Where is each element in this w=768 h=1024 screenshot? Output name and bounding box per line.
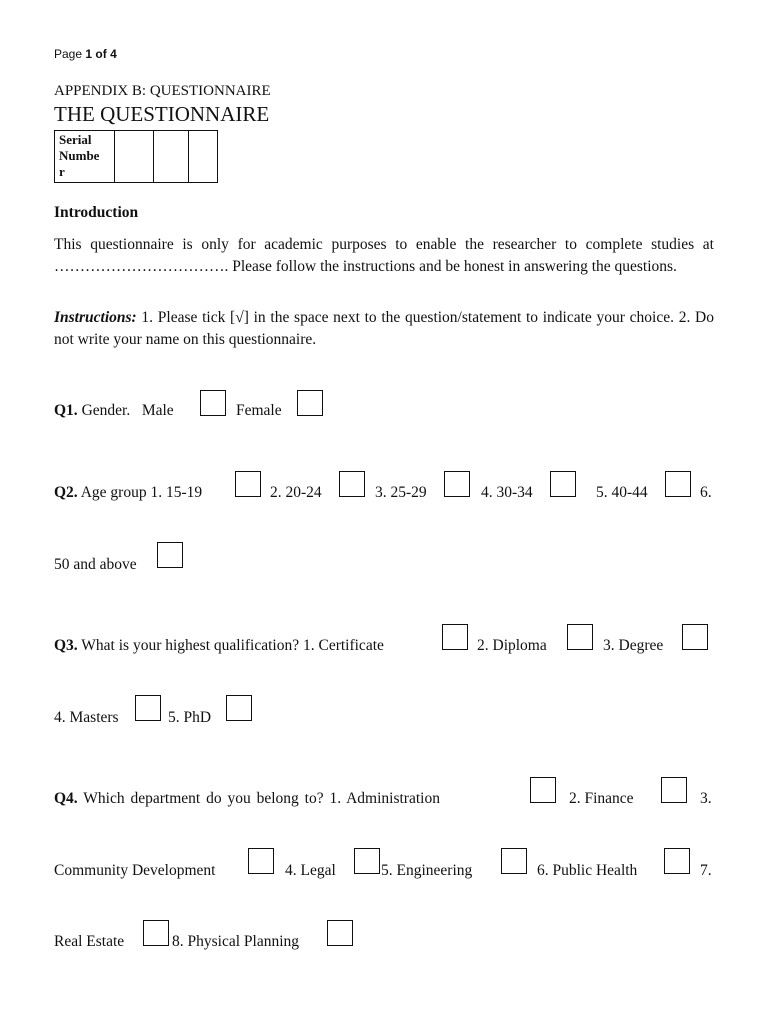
serial-number-label: Serial Numbe r xyxy=(55,131,115,183)
q2-age-25-29-checkbox[interactable] xyxy=(444,471,470,497)
page-of: of xyxy=(95,47,107,61)
q3-degree-checkbox[interactable] xyxy=(682,624,708,650)
q3-text: Q3. What is your highest qualification? 1. Certificate xyxy=(54,637,384,654)
q4-public-health-checkbox[interactable] xyxy=(664,848,690,874)
q2-number: Q2. xyxy=(54,484,78,501)
q2-option-40-44-label: 5. 40-44 xyxy=(596,484,648,501)
q4-finance-checkbox[interactable] xyxy=(661,777,687,803)
page-indicator xyxy=(54,47,117,61)
serial-number-table xyxy=(54,130,218,183)
q4-option-engineering-label: 5. Engineering xyxy=(381,862,473,879)
instructions-text: Instructions: 1. Please tick [√] in the space next to the question/statement to indicate your choice. 2. Do not write your name on this questionnaire. xyxy=(54,309,714,348)
q4-physical-planning-checkbox[interactable] xyxy=(327,920,353,946)
q2-option-50-above-label: 50 and above xyxy=(54,556,137,573)
q4-option-physical-planning-label: 8. Physical Planning xyxy=(172,933,300,950)
page-title: THE QUESTIONNAIRE xyxy=(54,102,270,126)
q4-option-7-label: 7. xyxy=(700,862,712,879)
q2-age-40-44-checkbox[interactable] xyxy=(665,471,691,497)
q3-certificate-checkbox[interactable] xyxy=(442,624,468,650)
q1-option-female-label: Female xyxy=(236,402,282,419)
serial-number-cell-3[interactable] xyxy=(189,131,218,183)
appendix-label: APPENDIX B: QUESTIONNAIRE xyxy=(54,83,271,99)
introduction-text: This questionnaire is only for academic purposes to enable the researcher to complete studies at ……………………………. Please follow the instructions and be honest in answering the questions. xyxy=(54,236,714,275)
q1-male-checkbox[interactable] xyxy=(200,390,226,416)
q3-diploma-checkbox[interactable] xyxy=(567,624,593,650)
q2-text: Q2. Age group 1. 15-19 xyxy=(54,484,203,501)
q4-option-community-development-label: Community Development xyxy=(54,862,216,879)
q1-female-checkbox[interactable] xyxy=(297,390,323,416)
q4-text: Q4. Which department do you belong to? 1. Administration xyxy=(54,790,440,807)
page-total: 4 xyxy=(110,47,117,61)
q2-option-30-34-label: 4. 30-34 xyxy=(481,484,533,501)
q4-option-real-estate-label: Real Estate xyxy=(54,933,125,950)
q3-option-diploma-label: 2. Diploma xyxy=(477,637,547,654)
q2-age-30-34-checkbox[interactable] xyxy=(550,471,576,497)
q3-option-phd-label: 5. PhD xyxy=(168,709,212,726)
q3-number: Q3. xyxy=(54,637,78,654)
q2-option-6-label: 6. xyxy=(700,484,712,501)
serial-number-cell-1[interactable] xyxy=(115,131,154,183)
q1-number: Q1. xyxy=(54,402,78,419)
q3-phd-checkbox[interactable] xyxy=(226,695,252,721)
q4-option-3-label: 3. xyxy=(700,790,712,807)
q3-option-degree-label: 3. Degree xyxy=(603,637,664,654)
q2-option-20-24-label: 2. 20-24 xyxy=(270,484,322,501)
instructions-label: Instructions: xyxy=(54,309,137,326)
q3-option-masters-label: 4. Masters xyxy=(54,709,119,726)
q1-text: Q1. Gender. Male xyxy=(54,402,174,419)
q4-legal-checkbox[interactable] xyxy=(354,848,380,874)
q4-community-development-checkbox[interactable] xyxy=(248,848,274,874)
q4-number: Q4. xyxy=(54,790,78,807)
serial-number-cell-2[interactable] xyxy=(154,131,189,183)
q4-engineering-checkbox[interactable] xyxy=(501,848,527,874)
introduction-heading: Introduction xyxy=(54,204,139,221)
q2-age-50-above-checkbox[interactable] xyxy=(157,542,183,568)
q2-age-15-19-checkbox[interactable] xyxy=(235,471,261,497)
q2-option-25-29-label: 3. 25-29 xyxy=(375,484,427,501)
page-current: 1 xyxy=(85,47,93,61)
q1-option-male-label: Male xyxy=(141,402,174,419)
q4-real-estate-checkbox[interactable] xyxy=(143,920,169,946)
q4-option-public-health-label: 6. Public Health xyxy=(537,862,638,879)
q2-age-20-24-checkbox[interactable] xyxy=(339,471,365,497)
q4-option-legal-label: 4. Legal xyxy=(285,862,336,879)
page-prefix: Page xyxy=(54,47,83,61)
q4-option-finance-label: 2. Finance xyxy=(569,790,634,807)
q4-administration-checkbox[interactable] xyxy=(530,777,556,803)
q3-masters-checkbox[interactable] xyxy=(135,695,161,721)
